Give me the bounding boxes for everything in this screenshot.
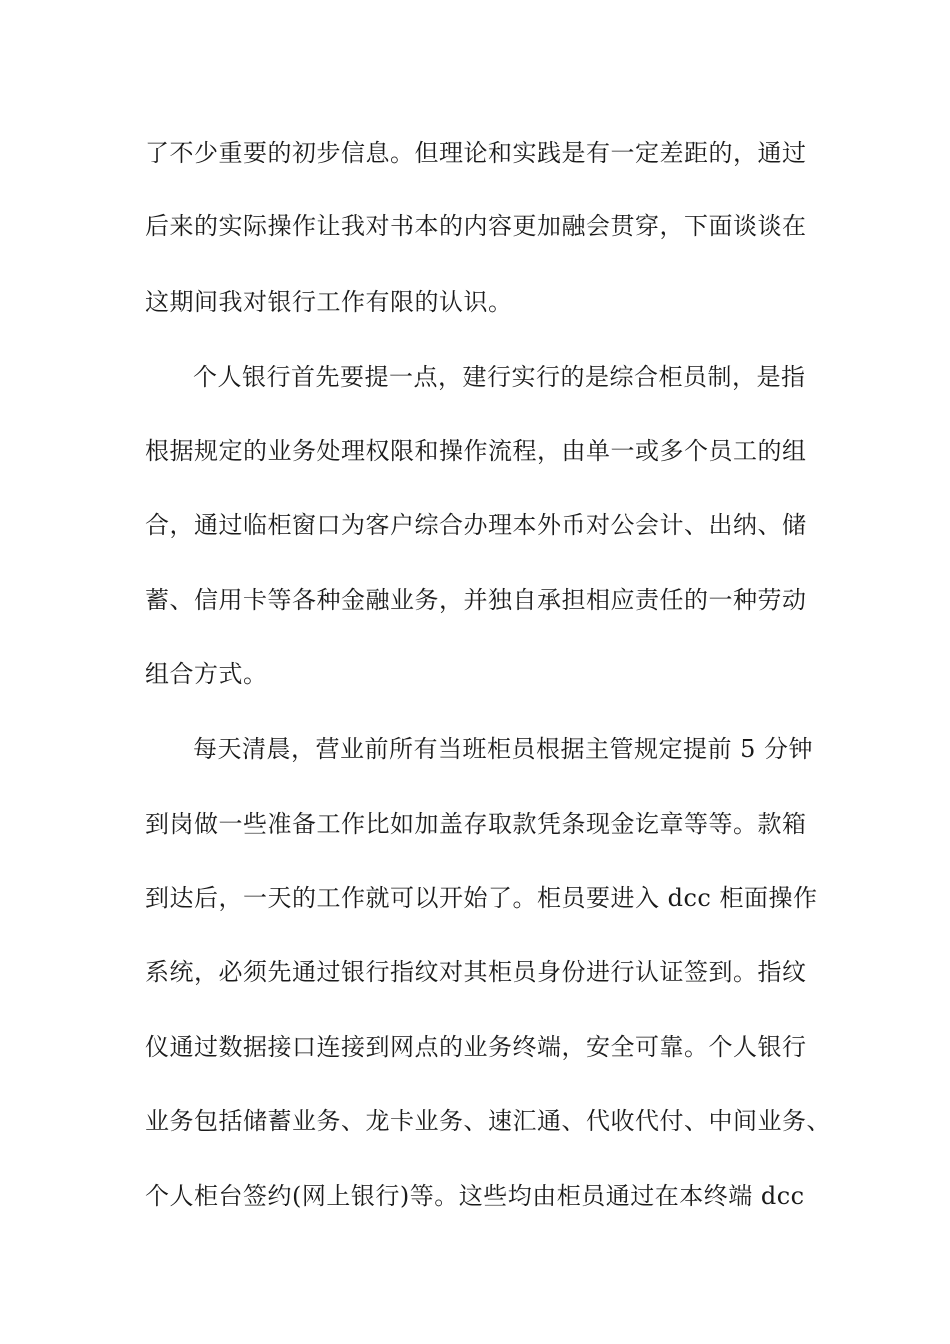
text-line: 个人柜台签约(网上银行)等。这些均由柜员通过在本终端 dcc (145, 1182, 805, 1210)
text-line: 这期间我对银行工作有限的认识。 (145, 288, 513, 316)
paragraph-first-line: 个人银行首先要提一点，建行实行的是综合柜员制，是指 (193, 363, 806, 391)
text-line: 根据规定的业务处理权限和操作流程，由单一或多个员工的组 (145, 437, 807, 465)
text-line: 后来的实际操作让我对书本的内容更加融会贯穿，下面谈谈在 (145, 212, 807, 240)
text-line: 组合方式。 (145, 660, 268, 688)
text-line: 业务包括储蓄业务、龙卡业务、速汇通、代收代付、中间业务、 (145, 1107, 831, 1135)
text-line: 到达后，一天的工作就可以开始了。柜员要进入 dcc 柜面操作 (145, 884, 818, 912)
text-line: 仪通过数据接口连接到网点的业务终端，安全可靠。个人银行 (145, 1033, 807, 1061)
text-line: 蓄、信用卡等各种金融业务，并独自承担相应责任的一种劳动 (145, 586, 807, 614)
paragraph-first-line: 每天清晨，营业前所有当班柜员根据主管规定提前 5 分钟 (193, 735, 814, 763)
text-line: 了不少重要的初步信息。但理论和实践是有一定差距的，通过 (145, 139, 807, 167)
text-line: 合，通过临柜窗口为客户综合办理本外币对公会计、出纳、储 (145, 511, 807, 539)
text-line: 到岗做一些准备工作比如加盖存取款凭条现金讫章等等。款箱 (145, 810, 807, 838)
text-line: 系统，必须先通过银行指纹对其柜员身份进行认证签到。指纹 (145, 958, 807, 986)
